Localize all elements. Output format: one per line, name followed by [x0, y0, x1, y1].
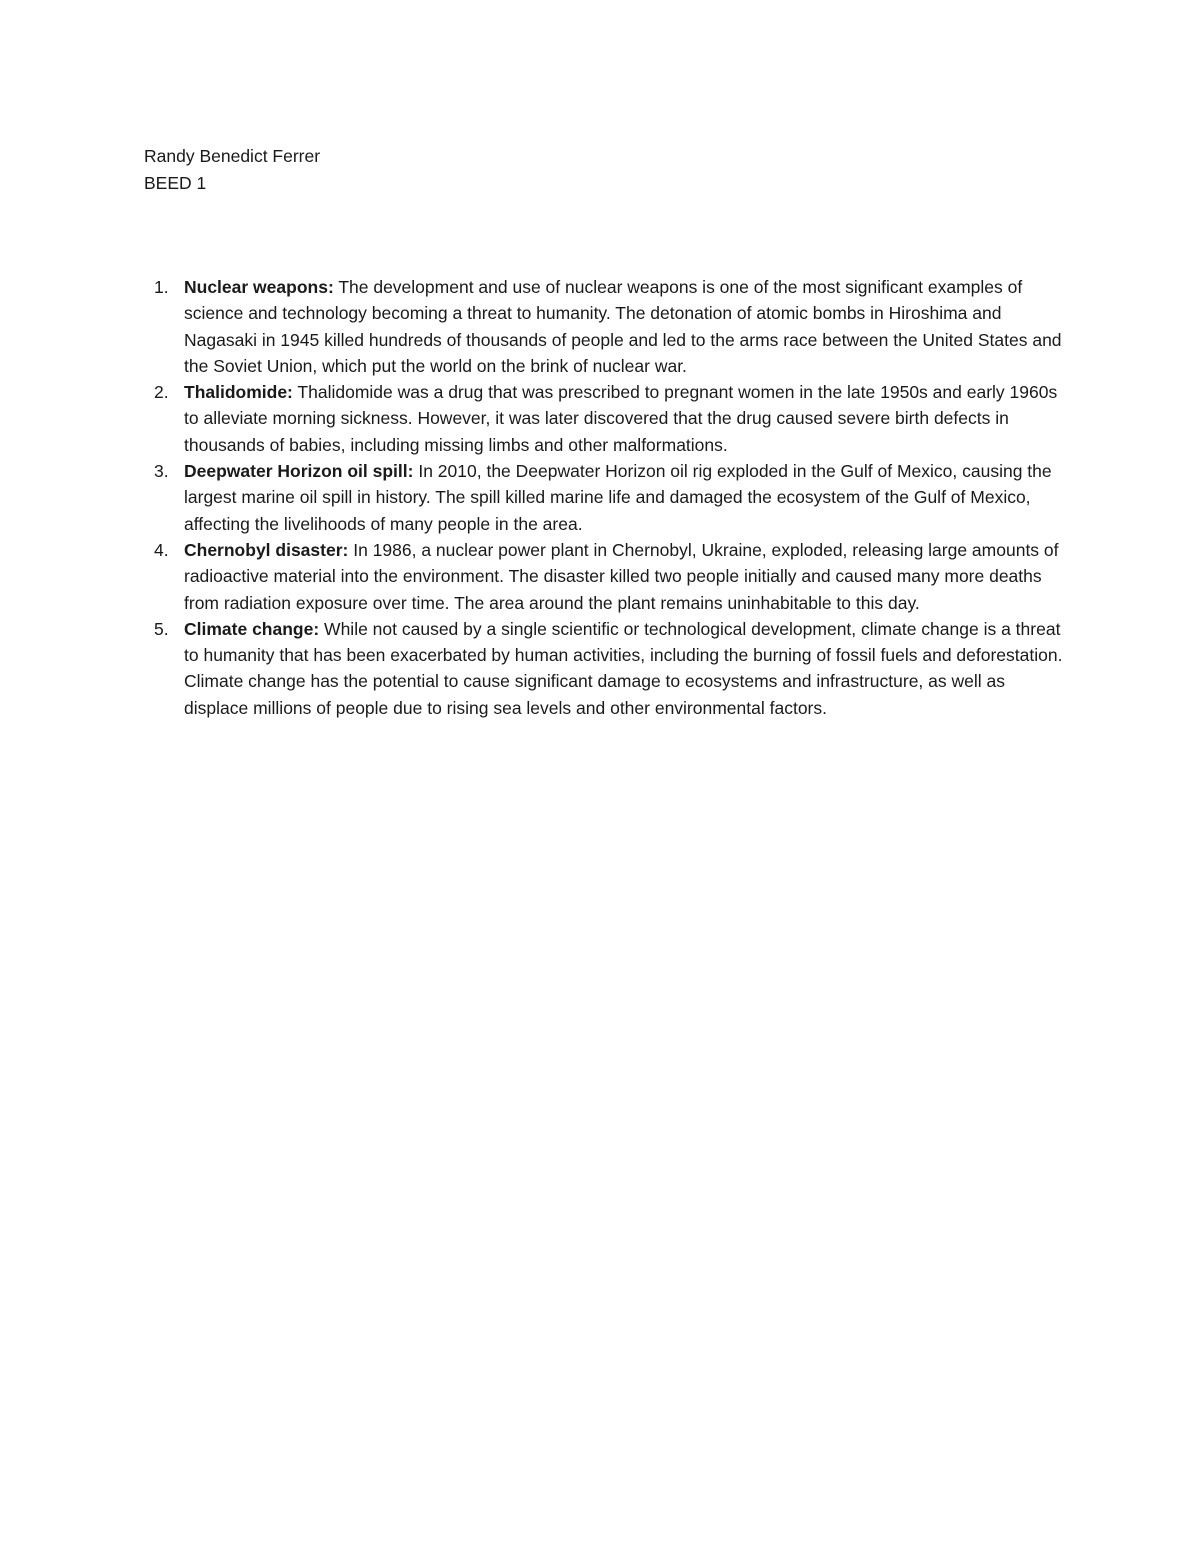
list-item-term: Climate change:: [184, 618, 320, 639]
list-item-term: Thalidomide:: [184, 382, 293, 403]
list-item-number: 3.: [154, 461, 169, 482]
list-item: [144, 274, 1064, 379]
list-item-term: Chernobyl disaster:: [184, 539, 349, 560]
course-label: BEED 1: [144, 172, 207, 193]
list-item-number: 4.: [154, 539, 169, 560]
list-item-text: Thalidomide was a drug that was prescribed to pregnant women in the late 1950s and early 1960s to alleviate morning sickness. However, it was later discovered that the drug caused severe birth defects in thousands of babies, including missing limbs and other malformations.: [184, 382, 1058, 455]
list-item-text: In 1986, a nuclear power plant in Chernobyl, Ukraine, exploded, releasing large amounts of radioactive material into the environment. The disaster killed two people initially and caused many more deaths from radiation exposure over time. The area around the plant remains uninhabitable to this day.: [184, 539, 1059, 613]
list-item-text: The development and use of nuclear weapons is one of the most significant examples of science and technology becoming a threat to humanity. The detonation of atomic bombs in Hiroshima and Nagasaki in 1945 killed hundreds of thousands of people and led to the arms race between the United States and the Soviet Union, which put the world on the brink of nuclear war.: [184, 277, 1062, 376]
list-item-number: 2.: [154, 382, 169, 403]
list-item: [144, 458, 1064, 537]
numbered-list: [144, 274, 1064, 721]
list-item-text: While not caused by a single scientific or technological development, climate change is a threat to humanity that has been exacerbated by human activities, including the burning of fossil fuels and deforestation. Climate change has the potential to cause significant damage to ecosystems and infrastructure, as well as displace millions of people due to rising sea levels and other environmental factors.: [184, 618, 1063, 718]
list-item-term: Deepwater Horizon oil spill:: [184, 461, 414, 482]
document-header: [144, 143, 320, 196]
list-item-number: 1.: [154, 277, 169, 297]
list-item-number: 5.: [154, 618, 169, 639]
list-item: [144, 616, 1064, 721]
list-item: [144, 537, 1064, 616]
list-item-text: In 2010, the Deepwater Horizon oil rig exploded in the Gulf of Mexico, causing the largest marine oil spill in history. The spill killed marine life and damaged the ecosystem of the Gulf of Mexico, affecting the livelihoods of many people in the area.: [184, 461, 1052, 534]
author-name: Randy Benedict Ferrer: [144, 146, 321, 166]
list-item-term: Nuclear weapons:: [184, 277, 334, 297]
list-item: [144, 379, 1064, 458]
